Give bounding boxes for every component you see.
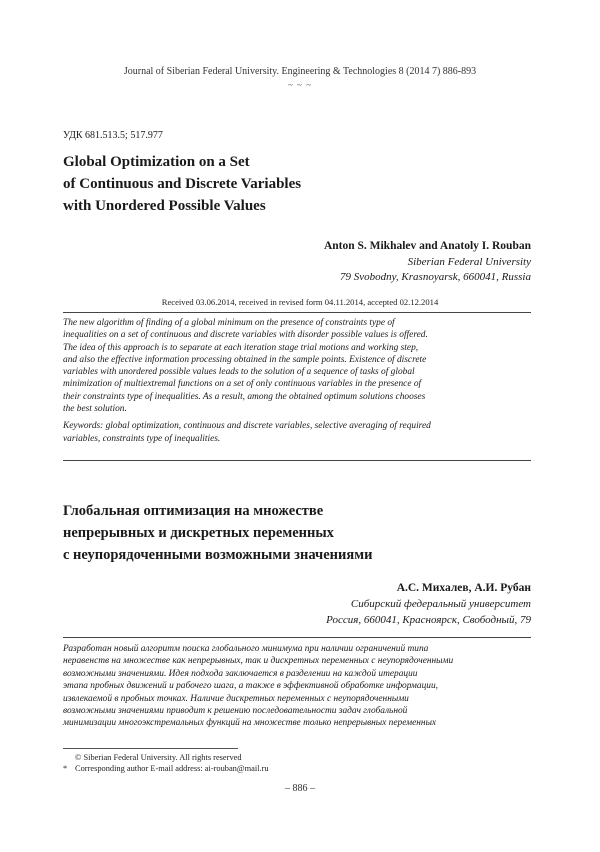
corresponding-footnote bbox=[63, 763, 269, 774]
russian-abstract-line: этапа пробных движений и рабочего шага, а также в эффективной обработке информации, bbox=[63, 681, 439, 692]
copyright-footnote: © Siberian Federal University. All rights reserved bbox=[75, 753, 242, 762]
abstract-line: their constraints type of inequalities. As a result, among the obtained optimum solutions chooses bbox=[63, 391, 426, 402]
english-title-line: with Unordered Possible Values bbox=[63, 198, 266, 214]
russian-affiliation-line: Сибирский федеральный университет bbox=[350, 598, 531, 610]
english-title-line: Global Optimization on a Set bbox=[63, 154, 250, 170]
russian-abstract-line: минимизации многоэкстремальных функций на множестве только непрерывных переменных bbox=[63, 718, 437, 729]
russian-abstract-line: Разработан новый алгоритм поиска глобального минимума при наличии ограничений типа bbox=[63, 644, 429, 654]
russian-title-line: непрерывных и дискретных переменных bbox=[63, 525, 334, 541]
abstract-line: and also the effective information processing obtained in the sample points. Existence of discrete bbox=[63, 354, 427, 365]
header-ornament: ~ ~ ~ bbox=[287, 80, 313, 90]
journal-header: Journal of Siberian Federal University. Engineering & Technologies 8 (2014 7) 886-893 bbox=[123, 66, 477, 77]
english-affiliation-line: Siberian Federal University bbox=[407, 255, 531, 268]
abstract-line: minimization of multiextremal functions on a set of only continuous variables in the presence of bbox=[63, 379, 422, 390]
english-abstract bbox=[63, 317, 531, 445]
abstract-bottom-rule bbox=[63, 460, 531, 461]
english-title bbox=[63, 151, 523, 217]
page-number: – 886 – bbox=[285, 783, 315, 794]
abstract-line: the best solution. bbox=[63, 404, 127, 415]
russian-author-block bbox=[71, 580, 531, 628]
abstract-line: The idea of this approach is to separate at each iteration stage trial motions and working step, bbox=[63, 342, 419, 353]
footnote-star: * bbox=[63, 764, 68, 773]
russian-affiliation-line: Россия, 660041, Красноярск, Свободный, 79 bbox=[326, 614, 531, 626]
abstract-line: variables with unordered possible values leads to the solution of a sequence of tasks of global bbox=[63, 367, 415, 378]
russian-authors: А.С. Михалев, А.И. Рубан bbox=[396, 582, 531, 594]
english-author-block bbox=[71, 239, 531, 286]
russian-title-line: Глобальная оптимизация на множестве bbox=[63, 503, 324, 519]
keywords-line: Keywords: global optimization, continuous and discrete variables, selective averaging of required bbox=[63, 421, 431, 432]
english-authors: Anton S. Mikhalev and Anatoly I. Rouban bbox=[323, 240, 531, 252]
english-title-line: of Continuous and Discrete Variables bbox=[63, 176, 302, 192]
russian-abstract-line: возможными значениями. Идея подхода заключается в разделении на каждой итерации bbox=[63, 668, 418, 679]
abstract-line: The new algorithm of finding of a global minimum on the presence of constraints type of bbox=[63, 318, 395, 328]
corresponding-email: Corresponding author E-mail address: ai-rouban@mail.ru bbox=[75, 764, 269, 773]
english-affiliation-line: 79 Svobodny, Krasnoyarsk, 660041, Russia bbox=[340, 271, 531, 283]
russian-abstract-top-rule bbox=[63, 637, 531, 638]
russian-title-line: с неупорядоченными возможными значениями bbox=[63, 547, 373, 563]
russian-abstract-line: извлекаемой в пробных точках. Наличие дискретных переменных с неупорядоченными bbox=[63, 693, 409, 704]
udk-code: УДК 681.513.5; 517.977 bbox=[63, 130, 163, 141]
abstract-top-rule bbox=[63, 312, 531, 313]
russian-abstract-line: возможными значениями приводит к решению последовательности задач глобальной bbox=[63, 706, 408, 717]
abstract-line: inequalities on a set of continuous and discrete variables with disorder possible values is offered. bbox=[63, 330, 428, 341]
received-dates: Received 03.06.2014, received in revised form 04.11.2014, accepted 02.12.2014 bbox=[161, 297, 439, 307]
russian-abstract-line: неравенств на множестве как непрерывных, так и дискретных переменных с неупорядоченными bbox=[63, 656, 454, 667]
russian-abstract bbox=[63, 643, 531, 730]
footnote-rule bbox=[63, 748, 238, 749]
keywords-line: variables, constraints type of inequalities. bbox=[63, 433, 221, 444]
russian-title bbox=[63, 500, 531, 566]
